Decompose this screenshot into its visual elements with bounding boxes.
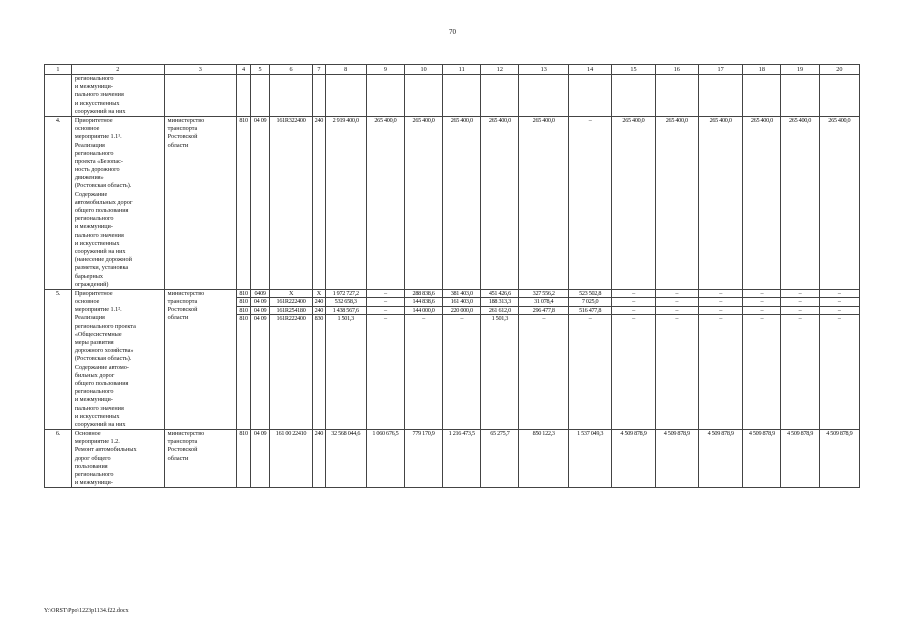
activity-name-line: мероприятие 1.1¹. bbox=[74, 133, 122, 141]
header-row bbox=[45, 65, 860, 75]
empty-cell bbox=[443, 75, 481, 117]
amount-cell bbox=[781, 430, 819, 488]
column-number: 13 bbox=[519, 65, 569, 75]
column-number: 1 bbox=[45, 65, 72, 75]
target-article: 161R222400 bbox=[270, 298, 312, 307]
activity-name-line: пользования bbox=[74, 462, 108, 470]
amount-cell bbox=[366, 116, 404, 289]
column-number: 6 bbox=[269, 65, 312, 75]
activity-name-line: (нанесение дорожной bbox=[74, 256, 132, 264]
activity-name-line: и межмуници- bbox=[74, 396, 113, 404]
amount-value: – bbox=[699, 298, 742, 307]
target-article-cell bbox=[269, 116, 312, 289]
activity-name-line: Реализация bbox=[74, 141, 105, 149]
amount-cell bbox=[568, 289, 611, 429]
amount-value: 1 501,3 bbox=[491, 315, 509, 323]
section-code: 04 09 bbox=[251, 298, 269, 307]
activity-name-line: Реализация bbox=[74, 314, 105, 322]
target-article: 161 00 22410 bbox=[275, 430, 307, 438]
amount-cell bbox=[781, 116, 819, 289]
amount-cell bbox=[698, 289, 742, 429]
expense-type-cell bbox=[313, 430, 325, 488]
activity-name-line: бильных дорог bbox=[74, 371, 115, 379]
file-path-footer: Y:\ORST\Ppo\1223p1134.f22.docx bbox=[44, 608, 129, 614]
section-code: 04 09 bbox=[253, 430, 267, 438]
amount-value: 144 000,0 bbox=[405, 307, 442, 316]
gr-code: 810 bbox=[237, 307, 250, 316]
section-code-cell bbox=[251, 289, 270, 429]
target-article: 161R254180 bbox=[270, 307, 312, 316]
activity-name-line: дорог общего bbox=[74, 454, 111, 462]
activity-name-line: (Ростовская область). bbox=[74, 182, 132, 190]
activity-name-line: проекта «Безопас- bbox=[74, 157, 123, 165]
amount-value: – bbox=[699, 307, 742, 316]
activity-name-line: регионального bbox=[74, 215, 114, 223]
amount-value: 265 400,0 bbox=[532, 116, 555, 124]
expense-type: Х bbox=[313, 290, 324, 299]
activity-name-line: регионального bbox=[74, 471, 114, 478]
empty-cell bbox=[269, 75, 312, 117]
activity-name-line: (Ростовская область). bbox=[74, 355, 132, 363]
expense-type-cell bbox=[313, 289, 325, 429]
amount-cell bbox=[819, 116, 859, 289]
amount-cell bbox=[819, 430, 859, 488]
expense-type: 240 bbox=[314, 430, 324, 438]
amount-value: – bbox=[460, 315, 464, 323]
empty-cell bbox=[481, 75, 519, 117]
executor-line: Ростовской bbox=[167, 446, 198, 454]
amount-value: – bbox=[588, 116, 592, 124]
gr-code-cell bbox=[236, 116, 250, 289]
column-number: 20 bbox=[819, 65, 859, 75]
amount-value: 265 400,0 bbox=[828, 116, 851, 124]
amount-value: – bbox=[656, 298, 698, 307]
section-code-cell bbox=[251, 116, 270, 289]
activity-name-line: пального значения bbox=[74, 404, 124, 412]
continuation-row bbox=[45, 75, 860, 117]
amount-cell bbox=[698, 430, 742, 488]
amount-value: 516 477,8 bbox=[569, 307, 611, 316]
amount-value: – bbox=[719, 315, 723, 323]
amount-cell bbox=[655, 430, 698, 488]
amount-cell bbox=[819, 289, 859, 429]
section-code-cell bbox=[251, 430, 270, 488]
column-number: 19 bbox=[781, 65, 819, 75]
gr-code: 810 bbox=[239, 116, 248, 124]
table-row bbox=[45, 289, 860, 429]
executor-line: министерство bbox=[167, 116, 205, 124]
column-number: 16 bbox=[655, 65, 698, 75]
executor-line: Ростовской bbox=[167, 306, 198, 314]
gr-code: 810 bbox=[239, 430, 248, 438]
gr-code-cell bbox=[236, 289, 250, 429]
amount-value: – bbox=[837, 315, 841, 323]
amount-value: 1 438 567,6 bbox=[326, 307, 366, 316]
empty-cell bbox=[655, 75, 698, 117]
activity-name-line: и межмуници- bbox=[74, 223, 113, 231]
amount-value: 265 400,0 bbox=[665, 116, 688, 124]
executor-line: области bbox=[167, 314, 189, 322]
amount-cell bbox=[519, 289, 569, 429]
empty-cell bbox=[781, 75, 819, 117]
activity-name-line: регионального bbox=[74, 149, 114, 157]
row-number: 5. bbox=[45, 289, 72, 429]
activity-name-line: сооружений на них bbox=[74, 420, 126, 428]
amount-value: – bbox=[743, 290, 780, 299]
activity-name-line: сооружений на них bbox=[74, 107, 126, 115]
activity-name-line: Содержание bbox=[74, 190, 108, 198]
column-number: 10 bbox=[404, 65, 442, 75]
activity-name-line: пального значения bbox=[74, 231, 124, 239]
column-number: 5 bbox=[251, 65, 270, 75]
empty-cell bbox=[819, 75, 859, 117]
activity-name-line: и межмуници- bbox=[74, 83, 113, 91]
program-table bbox=[44, 64, 860, 488]
amount-value: 288 838,6 bbox=[405, 290, 442, 299]
amount-value: 261 612,0 bbox=[481, 307, 518, 316]
target-article-cell bbox=[269, 289, 312, 429]
amount-cell bbox=[325, 430, 366, 488]
activity-name-line: движения» bbox=[74, 174, 104, 182]
activity-name-line: общего пользования bbox=[74, 207, 129, 214]
amount-cell bbox=[698, 116, 742, 289]
table-row bbox=[45, 116, 860, 289]
amount-cell bbox=[655, 289, 698, 429]
activity-name-line: регионального bbox=[74, 75, 114, 82]
executor-line: Ростовской bbox=[167, 133, 198, 141]
amount-value: – bbox=[367, 307, 404, 316]
amount-cell bbox=[443, 289, 481, 429]
activity-name bbox=[71, 116, 164, 289]
column-number: 12 bbox=[481, 65, 519, 75]
amount-value: 779 170,9 bbox=[412, 430, 435, 438]
empty-cell bbox=[251, 75, 270, 117]
activity-name-line: разметки, установка bbox=[74, 264, 129, 272]
amount-value: – bbox=[820, 298, 859, 307]
amount-value: – bbox=[542, 315, 546, 323]
activity-name-line: ность дорожного bbox=[74, 166, 120, 174]
amount-value: 265 400,0 bbox=[709, 116, 732, 124]
amount-cell bbox=[366, 289, 404, 429]
activity-name-line: сооружений на них bbox=[74, 247, 126, 255]
empty-cell bbox=[325, 75, 366, 117]
row-number: 6. bbox=[45, 430, 72, 488]
amount-value: 265 400,0 bbox=[622, 116, 645, 124]
amount-value: – bbox=[632, 315, 635, 323]
amount-value: 4 509 878,9 bbox=[620, 430, 647, 438]
activity-name bbox=[71, 430, 164, 488]
executor-line: министерство bbox=[167, 289, 205, 297]
amount-cell bbox=[404, 289, 442, 429]
amount-value: – bbox=[656, 307, 698, 316]
section-code: 0409 bbox=[251, 290, 269, 299]
amount-value: – bbox=[798, 315, 802, 323]
amount-cell bbox=[404, 430, 442, 488]
amount-value: – bbox=[612, 307, 654, 316]
activity-name-line: автомобильных дорог bbox=[74, 198, 133, 206]
activity-name-line: Приоритетное bbox=[74, 116, 113, 124]
activity-name-line: мероприятие 1.2. bbox=[74, 438, 120, 446]
amount-value: – bbox=[820, 307, 859, 316]
activity-name-line: меры развития bbox=[74, 339, 114, 346]
amount-value: 850 122,3 bbox=[532, 430, 555, 438]
activity-name-line: регионального проекта bbox=[74, 322, 136, 330]
amount-cell bbox=[443, 116, 481, 289]
section-code: 04 09 bbox=[253, 116, 267, 124]
executor-line: министерство bbox=[167, 430, 205, 438]
amount-value: – bbox=[588, 315, 592, 323]
gr-code: 810 bbox=[239, 315, 248, 323]
empty-cell bbox=[366, 75, 404, 117]
column-number: 11 bbox=[443, 65, 481, 75]
gr-code: 810 bbox=[237, 290, 250, 299]
amount-value: – bbox=[367, 290, 404, 299]
amount-value: 161 403,0 bbox=[443, 298, 480, 307]
amount-value: 523 502,8 bbox=[569, 290, 611, 299]
section-code: 04 09 bbox=[251, 307, 269, 316]
empty-cell bbox=[164, 75, 236, 117]
empty-cell bbox=[568, 75, 611, 117]
empty-cell bbox=[404, 75, 442, 117]
executor-line: области bbox=[167, 141, 189, 149]
amount-value: – bbox=[781, 290, 818, 299]
empty-cell bbox=[743, 75, 781, 117]
amount-value: 1 537 049,3 bbox=[577, 430, 604, 438]
amount-value: 1 972 727,2 bbox=[326, 290, 366, 299]
amount-value: – bbox=[760, 315, 764, 323]
amount-value: 4 509 878,9 bbox=[826, 430, 853, 438]
activity-name-line: основное bbox=[74, 298, 100, 306]
amount-value: 4 509 878,9 bbox=[748, 430, 775, 438]
amount-value: 4 509 878,9 bbox=[787, 430, 814, 438]
amount-value: 265 400,0 bbox=[450, 116, 473, 124]
gr-code-cell bbox=[236, 430, 250, 488]
empty-cell bbox=[612, 75, 655, 117]
amount-cell bbox=[568, 116, 611, 289]
section-code: 04 09 bbox=[253, 315, 267, 323]
amount-value: 265 400,0 bbox=[789, 116, 812, 124]
amount-cell bbox=[743, 116, 781, 289]
target-article: 161R222400 bbox=[276, 315, 306, 323]
amount-cell bbox=[481, 430, 519, 488]
activity-name-line: и искусственных bbox=[74, 239, 120, 247]
activity-name-line: пального значения bbox=[74, 91, 124, 99]
activity-name-line: основное bbox=[74, 125, 100, 133]
executor bbox=[164, 116, 236, 289]
amount-cell bbox=[743, 430, 781, 488]
amount-value: 4 509 878,9 bbox=[707, 430, 734, 438]
expense-type-cell bbox=[313, 116, 325, 289]
empty-cell bbox=[313, 75, 325, 117]
activity-name-line: ограждений) bbox=[74, 280, 109, 288]
amount-value: 65 275,7 bbox=[490, 430, 510, 438]
amount-cell bbox=[612, 289, 655, 429]
amount-cell bbox=[481, 116, 519, 289]
amount-cell bbox=[519, 116, 569, 289]
expense-type: 240 bbox=[314, 298, 324, 306]
amount-cell bbox=[404, 116, 442, 289]
column-number: 9 bbox=[366, 65, 404, 75]
amount-value: – bbox=[781, 307, 818, 316]
amount-value: – bbox=[781, 298, 818, 307]
executor bbox=[164, 289, 236, 429]
activity-name-line: мероприятие 1.1². bbox=[74, 306, 122, 314]
amount-cell bbox=[443, 430, 481, 488]
amount-value: 188 313,3 bbox=[481, 298, 518, 307]
column-number: 14 bbox=[568, 65, 611, 75]
expense-type: 240 bbox=[314, 116, 324, 124]
activity-name bbox=[71, 75, 164, 117]
column-number: 2 bbox=[71, 65, 164, 75]
amount-value: 265 400,0 bbox=[488, 116, 511, 124]
amount-value: 4 509 878,9 bbox=[663, 430, 690, 438]
empty-cell bbox=[519, 75, 569, 117]
column-number: 4 bbox=[236, 65, 250, 75]
column-number: 17 bbox=[698, 65, 742, 75]
amount-value: – bbox=[656, 290, 698, 299]
executor-line: транспорта bbox=[167, 438, 198, 446]
activity-name-line: «Общесистемные bbox=[74, 330, 122, 338]
row-number-cell bbox=[45, 75, 72, 117]
activity-name-line: Содержание автомо- bbox=[74, 363, 129, 371]
activity-name-line: и межмуници- bbox=[74, 479, 113, 487]
empty-cell bbox=[236, 75, 250, 117]
executor-line: транспорта bbox=[167, 125, 198, 133]
amount-value: 265 400,0 bbox=[374, 116, 397, 124]
page-number: 70 bbox=[449, 28, 456, 36]
amount-cell bbox=[612, 430, 655, 488]
amount-value: 265 400,0 bbox=[750, 116, 773, 124]
activity-name-line: дорожного хозяйства» bbox=[74, 347, 134, 355]
expense-type: 830 bbox=[314, 315, 324, 323]
amount-value: 296 477,8 bbox=[519, 307, 568, 316]
amount-value: 532 658,3 bbox=[326, 298, 366, 307]
amount-value: – bbox=[675, 315, 679, 323]
amount-value: 7 025,0 bbox=[569, 298, 611, 307]
amount-value: – bbox=[743, 298, 780, 307]
activity-name-line: барьерных bbox=[74, 272, 104, 280]
amount-value: – bbox=[612, 290, 654, 299]
amount-value: – bbox=[699, 290, 742, 299]
activity-name-line: Основное bbox=[74, 430, 101, 438]
target-article-cell bbox=[269, 430, 312, 488]
activity-name-line: Приоритетное bbox=[74, 289, 113, 297]
amount-cell bbox=[325, 289, 366, 429]
amount-cell bbox=[519, 430, 569, 488]
amount-value: 1 501,3 bbox=[337, 315, 354, 323]
amount-value: 220 000,0 bbox=[443, 307, 480, 316]
column-number: 15 bbox=[612, 65, 655, 75]
amount-cell bbox=[612, 116, 655, 289]
amount-cell bbox=[568, 430, 611, 488]
amount-value: – bbox=[820, 290, 859, 299]
amount-value: 144 838,6 bbox=[405, 298, 442, 307]
amount-value: 2 919 400,0 bbox=[332, 116, 359, 124]
target-article: 161R322400 bbox=[276, 116, 306, 124]
amount-value: 1 060 676,5 bbox=[372, 430, 399, 438]
amount-value: 1 216 473,5 bbox=[448, 430, 475, 438]
amount-cell bbox=[781, 289, 819, 429]
activity-name-line: регионального bbox=[74, 388, 114, 396]
column-number: 3 bbox=[164, 65, 236, 75]
executor-line: области bbox=[167, 454, 189, 462]
amount-value: – bbox=[367, 298, 404, 307]
activity-name-line: Ремонт автомобильных bbox=[74, 446, 137, 454]
amount-cell bbox=[481, 289, 519, 429]
amount-cell bbox=[743, 289, 781, 429]
amount-value: – bbox=[384, 315, 387, 323]
amount-cell bbox=[366, 430, 404, 488]
amount-value: – bbox=[612, 298, 654, 307]
activity-name bbox=[71, 289, 164, 429]
amount-value: 327 556,2 bbox=[519, 290, 568, 299]
amount-value: – bbox=[743, 307, 780, 316]
amount-value: 451 426,6 bbox=[481, 290, 518, 299]
executor bbox=[164, 430, 236, 488]
column-number: 8 bbox=[325, 65, 366, 75]
amount-value: – bbox=[422, 315, 425, 323]
expense-type: 240 bbox=[314, 306, 324, 314]
activity-name-line: и искусственных bbox=[74, 412, 120, 420]
empty-cell bbox=[698, 75, 742, 117]
executor-line: транспорта bbox=[167, 298, 198, 306]
gr-code: 810 bbox=[237, 298, 250, 307]
amount-value: 381 403,0 bbox=[443, 290, 480, 299]
column-number: 18 bbox=[743, 65, 781, 75]
row-number: 4. bbox=[45, 116, 72, 289]
target-article: Х bbox=[270, 290, 312, 299]
activity-name-line: и искусственных bbox=[74, 99, 120, 107]
amount-value: 265 400,0 bbox=[412, 116, 435, 124]
activity-name-line: общего пользования bbox=[74, 379, 129, 387]
column-number: 7 bbox=[313, 65, 325, 75]
amount-cell bbox=[655, 116, 698, 289]
amount-cell bbox=[325, 116, 366, 289]
table-row bbox=[45, 430, 860, 488]
amount-value: 32 568 044,6 bbox=[331, 430, 361, 438]
amount-value: 31 078,4 bbox=[519, 298, 568, 307]
